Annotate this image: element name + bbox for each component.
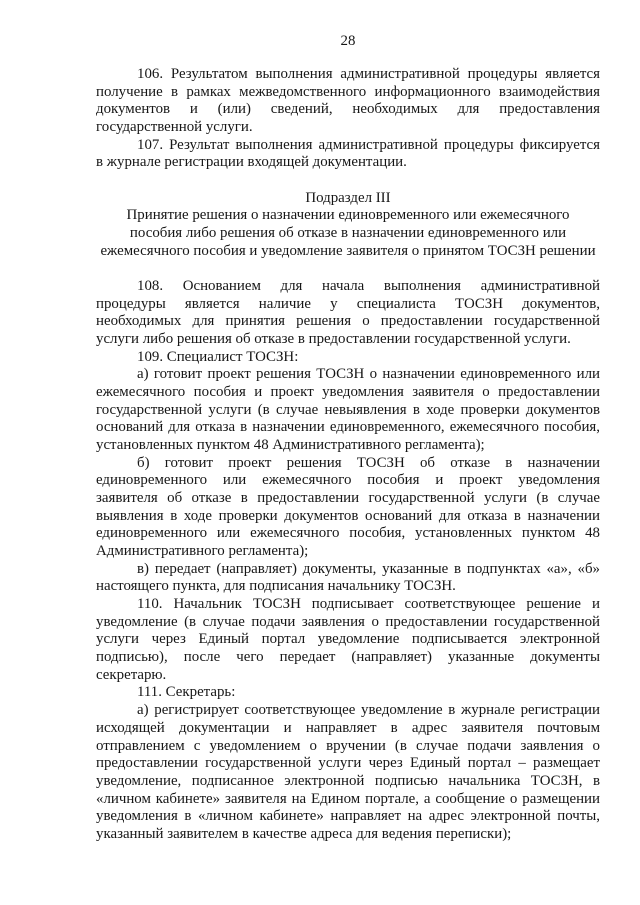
paragraph-line: единовременного или ежемесячного пособия, установленных пунктом 48 xyxy=(96,525,600,542)
paragraph-line: а) готовит проект решения ТОСЗН о назначении единовременного или xyxy=(137,366,600,383)
paragraph-line: а) регистрирует соответствующее уведомление в журнале регистрации xyxy=(137,702,600,719)
paragraph-line: государственной услуги (в случае невыявления в ходе проверки документов xyxy=(96,401,600,418)
paragraph-line: услуги либо решения об отказе в предоставлении государственной услуги. xyxy=(96,331,571,348)
paragraph-line: настоящего пункта, для подписания начальнику ТОСЗН. xyxy=(96,578,456,595)
subsection-heading xyxy=(96,190,600,261)
paragraph-line: государственной услуги. xyxy=(96,119,253,136)
paragraph-line: исходящей документации и направляет в адрес заявителя почтовым xyxy=(96,719,600,736)
paragraph-line: уведомления в «личном кабинете» направляет на адрес электронной почты, xyxy=(96,808,600,825)
paragraph-line: уведомление, подписанное электронной подписью начальника ТОСЗН, в xyxy=(96,772,600,789)
paragraph-line: в журнале регистрации входящей документации. xyxy=(96,154,407,171)
paragraph-line: 110. Начальник ТОСЗН подписывает соответствующее решение и xyxy=(137,596,600,613)
document-text xyxy=(96,66,600,844)
paragraph-line: заявителя об отказе в предоставлении государственной услуги (в случае xyxy=(96,490,600,507)
paragraph-line: единовременного или ежемесячного пособия и проект уведомления xyxy=(96,472,600,489)
subsection-heading-line: ежемесячного пособия и уведомление заявителя о принятом ТОСЗН решении xyxy=(100,242,596,259)
paragraph-line: Административного регламента); xyxy=(96,543,309,560)
paragraph-line: указанный заявителем в качестве адреса для ведения переписки); xyxy=(96,825,512,842)
paragraph-line: 106. Результатом выполнения административной процедуры является xyxy=(137,66,600,82)
paragraph-line: 109. Специалист ТОСЗН: xyxy=(137,348,299,365)
paragraph-line: уведомление (в случае подачи заявления о предоставлении государственной xyxy=(96,613,600,630)
paragraph-line: оснований для отказа в назначении единовременного, ежемесячного пособия, xyxy=(96,419,600,436)
paragraph-106 xyxy=(96,66,600,137)
paragraph-line: получение в рамках межведомственного информационного взаимодействия xyxy=(96,83,600,100)
page-number: 28 xyxy=(340,33,356,49)
paragraph-line: подписью), после чего передает (направляет) указанные документы xyxy=(96,649,600,666)
paragraph-111 xyxy=(96,684,600,702)
paragraph-line: установленных пунктом 48 Административного регламента); xyxy=(96,437,485,454)
paragraph-line: выявления в ходе проверки документов оснований для отказа в назначении xyxy=(96,507,600,524)
item-109-a xyxy=(96,366,600,454)
paragraph-line: ежемесячного пособия и проект уведомления заявителя о предоставлении xyxy=(96,384,600,401)
item-109-v xyxy=(96,561,600,596)
paragraph-line: 111. Секретарь: xyxy=(137,684,236,701)
subsection-heading-line: Принятие решения о назначении единовременного или ежемесячного xyxy=(126,207,570,224)
subsection-heading-line: пособия либо решения об отказе в назначении единовременного или xyxy=(129,225,567,242)
paragraph-line: 108. Основанием для начала выполнения административной xyxy=(137,278,600,295)
paragraph-line: в) передает (направляет) документы, указанные в подпунктах «а», «б» xyxy=(137,560,600,577)
paragraph-line: секретарю. xyxy=(96,666,167,683)
paragraph-line: б) готовит проект решения ТОСЗН об отказе в назначении xyxy=(137,454,600,471)
paragraph-line: необходимых для принятия решения о предоставлении государственной xyxy=(96,313,600,330)
paragraph-line: 107. Результат выполнения административной процедуры фиксируется xyxy=(137,136,600,153)
item-111-a xyxy=(96,702,600,843)
paragraph-line: документов и (или) сведений, необходимых для предоставления xyxy=(96,101,600,118)
subsection-title: Подраздел III xyxy=(305,189,391,206)
paragraph-109 xyxy=(96,349,600,367)
paragraph-108 xyxy=(96,278,600,349)
paragraph-line: предоставлении государственной услуги через Единый портал – размещает xyxy=(96,755,600,772)
paragraph-line: процедуры является наличие у специалиста ТОСЗН документов, xyxy=(96,295,600,312)
paragraph-line: отправлением с уведомлением о вручении (в случае подачи заявления о xyxy=(96,737,600,754)
paragraph-110 xyxy=(96,596,600,684)
paragraph-line: услуги через Единый портал уведомление подписывается электронной xyxy=(96,631,600,648)
paragraph-107 xyxy=(96,137,600,172)
paragraph-line: «личном кабинете» заявителя на Едином портале, а сообщение о размещении xyxy=(96,790,600,807)
item-109-b xyxy=(96,455,600,561)
